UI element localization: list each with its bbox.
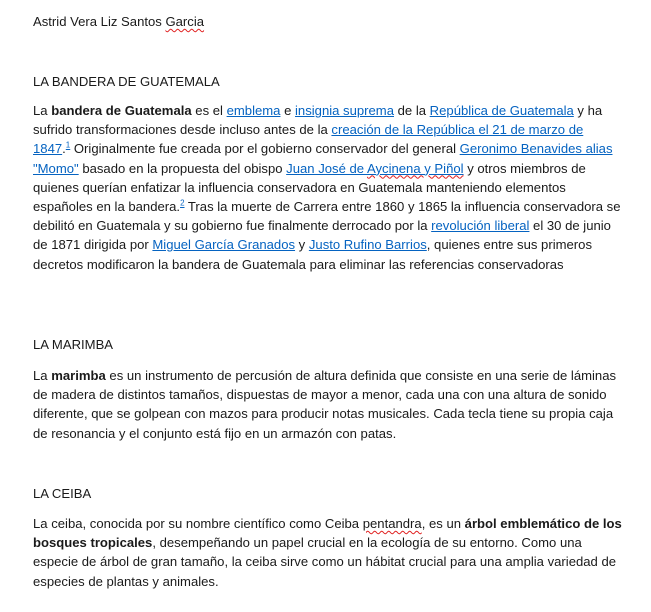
- link-barrios[interactable]: Justo Rufino Barrios: [308, 237, 427, 253]
- link-emblema[interactable]: emblema: [226, 103, 281, 118]
- heading-bandera: LA BANDERA DE GUATEMALA: [33, 74, 220, 89]
- bold-term: árbol emblemático de los bosques tropicales: [33, 516, 622, 551]
- link-republica[interactable]: República de Guatemala: [429, 103, 574, 118]
- bold-term: marimba: [51, 368, 106, 383]
- footnote-1[interactable]: 1: [65, 141, 71, 151]
- author-line: [33, 12, 204, 31]
- paragraph-ceiba: La ceiba, conocida por su nombre científico como Ceiba pentandra, es un árbol emblemático de los bosques tropicales, desempeñando un papel crucial en la ecología de su entorno. Como una especie de árbol de gran tamaño, la ceiba sirve como un hábitat crucial para una amplia variedad de especies de plantas y animales.: [33, 516, 622, 589]
- heading-marimba: LA MARIMBA: [33, 337, 114, 352]
- footnote-2[interactable]: 2: [180, 198, 185, 208]
- link-revolucion[interactable]: revolución liberal: [431, 218, 530, 234]
- author-surname: Garcia: [165, 14, 205, 29]
- paragraph-bandera: La bandera de Guatemala es el emblema e insignia suprema de la República de Guatemala y ha sufrido transformaciones desde incluso antes de la creación de la República el 21 de marzo de 1847.$^1$ Originalmente fue creada por el gobierno conservador del general Geronimo Benavides alias "Momo" basado en la propuesta del obispo Juan José de Aycinena y Piñol y otros miembros de quienes querían enfatizar la influencia conservadora en Guatemala manteniendo elementos españoles en la bandera.$^2$ Tras la muerte de Carrera entre 1860 y 1865 la influencia conservadora se debilitó en Guatemala y su gobierno fue finalmente derrocado por la revolución liberal el 30 de junio de 1871 dirigida por Miguel García Granados y Justo Rufino Barrios, quienes entre sus primeros decretos modificaron la bandera de Guatemala para eliminar las referencias conservadoras: [33, 103, 621, 272]
- link-benavides[interactable]: Geronimo Benavides alias "Momo": [33, 141, 613, 176]
- bold-term: bandera de Guatemala: [51, 103, 192, 118]
- misspelled-word: pentandra: [362, 516, 422, 531]
- link-aycinena[interactable]: Juan José de Aycinena y Piñol: [286, 160, 464, 176]
- link-insignia[interactable]: insignia suprema: [295, 103, 394, 118]
- link-garcia-granados[interactable]: Miguel García Granados: [152, 237, 296, 253]
- link-creacion[interactable]: creación de la República el 21 de marzo de 1847: [33, 122, 584, 157]
- heading-ceiba: LA CEIBA: [33, 486, 92, 501]
- author-name: Astrid Vera Liz Santos: [33, 14, 166, 29]
- paragraph-marimba: La marimba es un instrumento de percusión de altura definida que consiste en una serie de láminas de madera de distintos tamaños, dispuestas de mayor a menor, cada una con una altura de sonido diferente, que se golpean con mazos para producir notas musicales. Cada tecla tiene su propia caja de resonancia y el conjunto está fijo en un armazón con patas.: [33, 368, 617, 441]
